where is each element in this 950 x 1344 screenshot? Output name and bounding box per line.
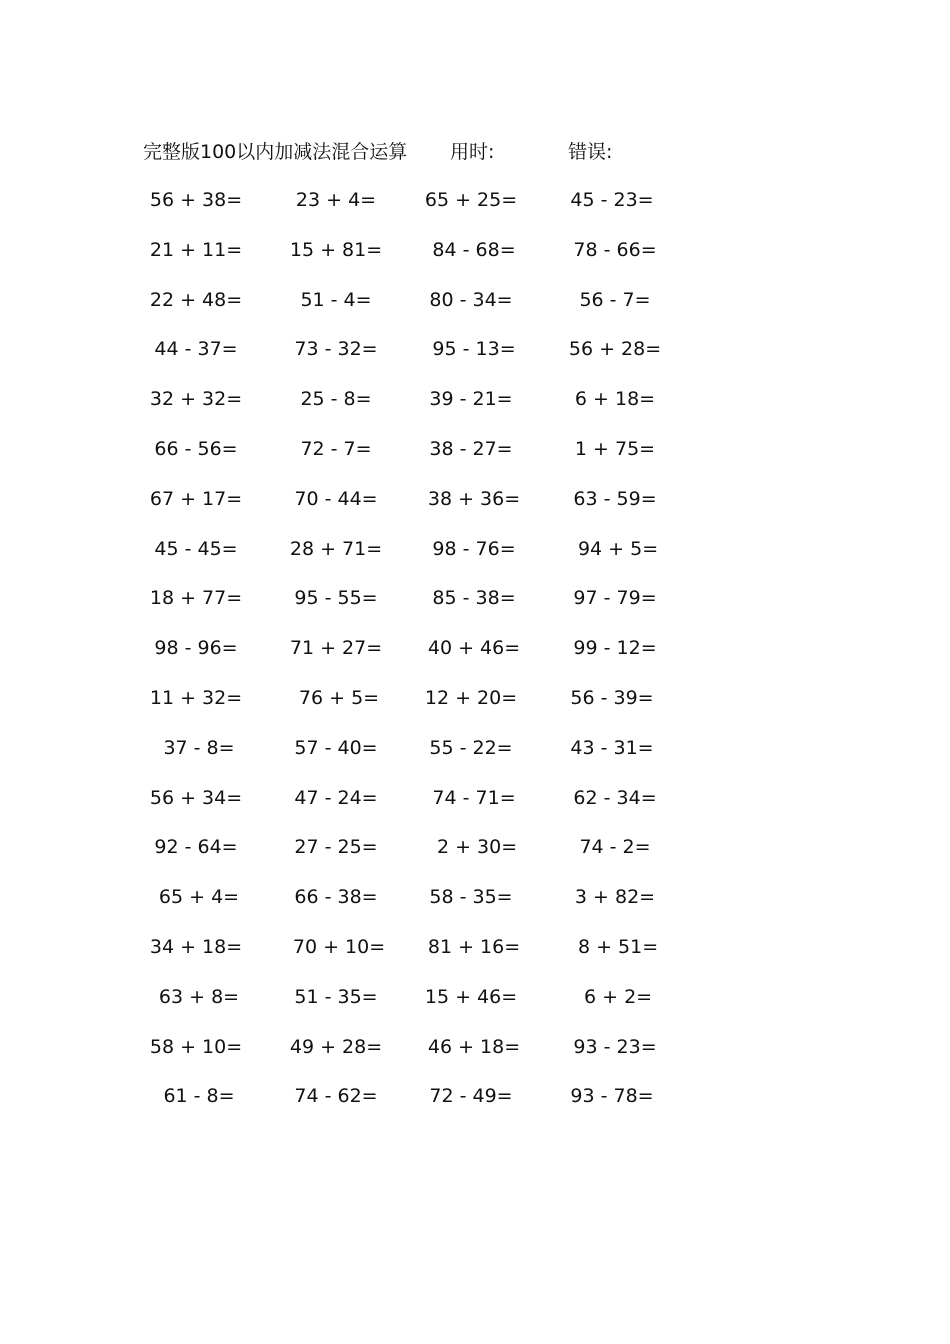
problem-cell: 3 + 82= [568, 886, 656, 908]
problem-cell: 22 + 48= [149, 289, 243, 311]
problem-cell: 74 - 71= [426, 787, 516, 809]
problem-cell: 43 - 31= [570, 737, 654, 759]
problem-cell: 23 + 4= [295, 189, 377, 211]
problem-row [0, 1032, 950, 1062]
problem-cell: 93 - 23= [567, 1036, 657, 1058]
problem-cell: 39 - 21= [429, 388, 513, 410]
problem-row [0, 185, 950, 215]
problem-row [0, 982, 950, 1012]
problem-cell: 63 + 8= [152, 986, 240, 1008]
problem-cell: 27 - 25= [294, 836, 378, 858]
problem-cell: 56 - 39= [570, 687, 654, 709]
problem-cell: 47 - 24= [294, 787, 378, 809]
problem-row [0, 384, 950, 414]
problem-cell: 51 - 35= [294, 986, 378, 1008]
problem-cell: 85 - 38= [426, 587, 516, 609]
problem-cell: 15 + 81= [289, 239, 383, 261]
problem-cell: 95 - 13= [426, 338, 516, 360]
problem-cell: 28 + 71= [289, 538, 383, 560]
problem-row [0, 832, 950, 862]
problem-cell: 63 - 59= [567, 488, 657, 510]
problem-row [0, 882, 950, 912]
problem-row [0, 285, 950, 315]
problem-cell: 51 - 4= [300, 289, 372, 311]
problem-cell: 97 - 79= [567, 587, 657, 609]
problem-cell: 84 - 68= [426, 239, 516, 261]
problem-row [0, 683, 950, 713]
problem-cell: 18 + 77= [149, 587, 243, 609]
problem-cell: 76 + 5= [292, 687, 380, 709]
problem-cell: 49 + 28= [289, 1036, 383, 1058]
problem-cell: 58 + 10= [149, 1036, 243, 1058]
problem-cell: 21 + 11= [149, 239, 243, 261]
problem-cell: 61 - 8= [157, 1085, 235, 1107]
problem-cell: 56 + 34= [149, 787, 243, 809]
problem-cell: 38 + 36= [421, 488, 521, 510]
problem-cell: 66 - 38= [294, 886, 378, 908]
problem-cell: 72 - 49= [429, 1085, 513, 1107]
problem-row [0, 334, 950, 364]
problem-cell: 67 + 17= [149, 488, 243, 510]
problem-cell: 44 - 37= [154, 338, 238, 360]
problem-cell: 98 - 76= [426, 538, 516, 560]
problem-cell: 74 - 62= [294, 1085, 378, 1107]
problem-cell: 65 + 4= [152, 886, 240, 908]
problem-row [0, 932, 950, 962]
problem-row [0, 1081, 950, 1111]
problem-cell: 56 + 28= [562, 338, 662, 360]
problem-cell: 1 + 75= [568, 438, 656, 460]
problem-cell: 70 + 10= [286, 936, 386, 958]
problem-row [0, 633, 950, 663]
problem-cell: 15 + 46= [424, 986, 518, 1008]
problem-cell: 56 + 38= [149, 189, 243, 211]
worksheet-title: 完整版100以内加减法混合运算 [143, 141, 408, 163]
problem-cell: 38 - 27= [429, 438, 513, 460]
problem-row [0, 583, 950, 613]
problem-cell: 25 - 8= [300, 388, 372, 410]
problem-cell: 78 - 66= [567, 239, 657, 261]
problem-cell: 57 - 40= [294, 737, 378, 759]
problem-cell: 98 - 96= [154, 637, 238, 659]
time-label: 用时: [450, 141, 495, 163]
problem-cell: 74 - 2= [573, 836, 651, 858]
problem-cell: 65 + 25= [424, 189, 518, 211]
problem-cell: 46 + 18= [421, 1036, 521, 1058]
problem-cell: 73 - 32= [294, 338, 378, 360]
problem-cell: 66 - 56= [154, 438, 238, 460]
worksheet-header [0, 137, 950, 165]
problem-cell: 6 + 2= [571, 986, 653, 1008]
problem-row [0, 534, 950, 564]
problem-cell: 2 + 30= [424, 836, 518, 858]
problem-row [0, 434, 950, 464]
problem-cell: 92 - 64= [154, 836, 238, 858]
problem-row [0, 235, 950, 265]
problem-cell: 58 - 35= [429, 886, 513, 908]
problem-cell: 12 + 20= [424, 687, 518, 709]
problem-cell: 93 - 78= [570, 1085, 654, 1107]
problem-cell: 72 - 7= [300, 438, 372, 460]
problem-cell: 56 - 7= [573, 289, 651, 311]
problem-cell: 81 + 16= [421, 936, 521, 958]
problem-cell: 37 - 8= [157, 737, 235, 759]
problem-cell: 32 + 32= [149, 388, 243, 410]
problem-cell: 11 + 32= [149, 687, 243, 709]
problem-cell: 55 - 22= [429, 737, 513, 759]
problem-cell: 62 - 34= [567, 787, 657, 809]
problem-row [0, 733, 950, 763]
problem-cell: 71 + 27= [289, 637, 383, 659]
problem-cell: 94 + 5= [565, 538, 659, 560]
problem-cell: 8 + 51= [565, 936, 659, 958]
problem-cell: 6 + 18= [568, 388, 656, 410]
problem-cell: 45 - 45= [154, 538, 238, 560]
problem-cell: 95 - 55= [294, 587, 378, 609]
problem-cell: 34 + 18= [149, 936, 243, 958]
problem-cell: 99 - 12= [567, 637, 657, 659]
problem-cell: 40 + 46= [421, 637, 521, 659]
problem-cell: 70 - 44= [294, 488, 378, 510]
errors-label: 错误: [568, 141, 613, 163]
problem-cell: 45 - 23= [570, 189, 654, 211]
problem-cell: 80 - 34= [429, 289, 513, 311]
problem-row [0, 783, 950, 813]
problem-row [0, 484, 950, 514]
